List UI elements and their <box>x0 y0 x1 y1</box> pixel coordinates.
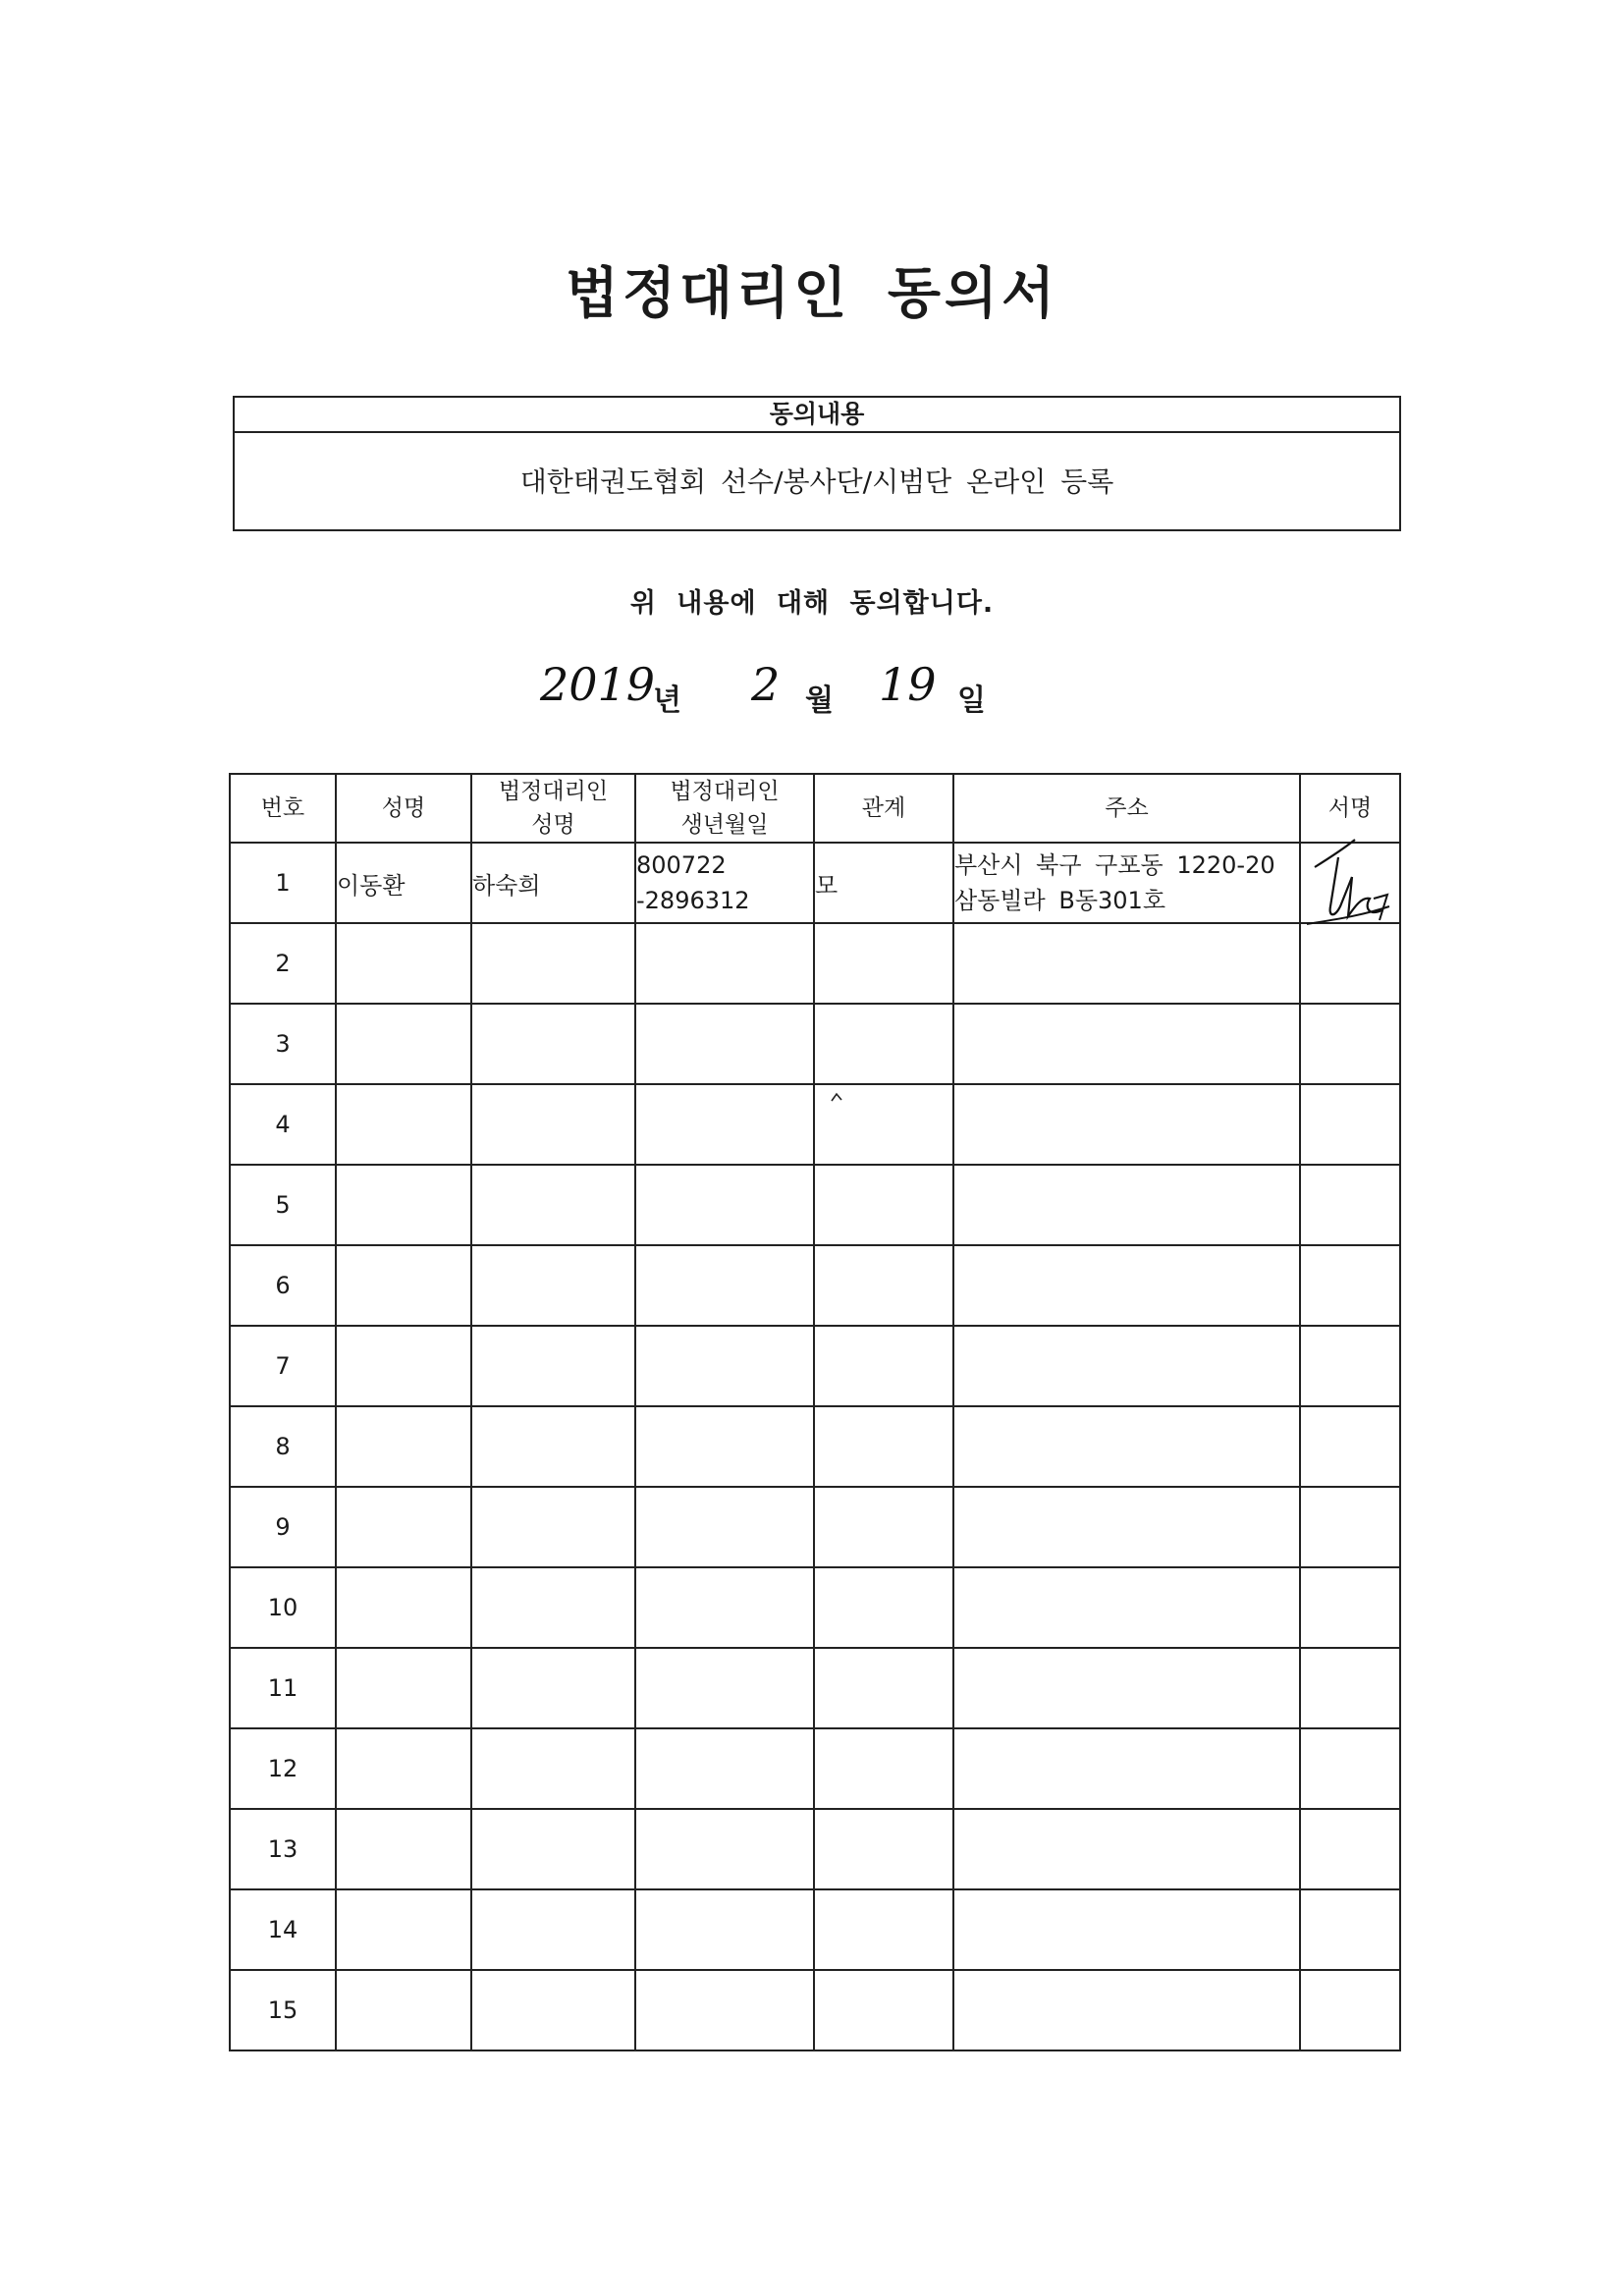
participant-name[interactable] <box>336 1970 471 2050</box>
guardian-name[interactable] <box>471 1487 635 1567</box>
table-row <box>230 1809 1400 1889</box>
guardian-birth[interactable] <box>635 1728 814 1809</box>
address[interactable] <box>953 1326 1300 1406</box>
participant-name[interactable] <box>336 1245 471 1326</box>
table-row <box>230 1406 1400 1487</box>
signature-cell[interactable] <box>1300 1165 1400 1245</box>
address[interactable] <box>953 1567 1300 1648</box>
date-month-handwritten: 2 <box>751 658 781 711</box>
relation[interactable] <box>814 1165 953 1245</box>
relation[interactable] <box>814 1648 953 1728</box>
relation[interactable] <box>814 1567 953 1648</box>
guardian-birth[interactable] <box>635 1165 814 1245</box>
header-guardian-name <box>471 774 635 843</box>
guardian-name[interactable] <box>471 1728 635 1809</box>
address-line1: 부산시 북구 구포동 1220-20 <box>954 851 1275 879</box>
table-row <box>230 923 1400 1004</box>
row-number: 15 <box>230 1970 336 2050</box>
guardian-birth[interactable] <box>635 1326 814 1406</box>
signature-cell[interactable] <box>1300 1567 1400 1648</box>
signature-cell[interactable] <box>1300 1326 1400 1406</box>
relation[interactable] <box>814 1889 953 1970</box>
row-number: 6 <box>230 1245 336 1326</box>
relation[interactable] <box>814 1809 953 1889</box>
document-title: 법정대리인 동의서 <box>565 261 1059 326</box>
guardian-name[interactable] <box>471 1245 635 1326</box>
row-number: 8 <box>230 1406 336 1487</box>
guardian-birth[interactable] <box>635 1567 814 1648</box>
guardian-name[interactable] <box>471 1970 635 2050</box>
handwritten-signature-icon <box>1301 838 1399 936</box>
guardian-name[interactable] <box>471 1004 635 1084</box>
signature-cell[interactable] <box>1300 1245 1400 1326</box>
participant-name[interactable] <box>336 1728 471 1809</box>
participant-name[interactable] <box>336 923 471 1004</box>
table-row <box>230 1487 1400 1567</box>
address-line2: 삼동빌라 B동301호 <box>954 887 1166 914</box>
guardian-birth[interactable] <box>635 923 814 1004</box>
guardian-birth[interactable] <box>635 1004 814 1084</box>
participant-name[interactable] <box>336 1567 471 1648</box>
participant-name: 이동환 <box>336 843 471 923</box>
address[interactable] <box>953 1648 1300 1728</box>
guardian-birth[interactable] <box>635 1406 814 1487</box>
signature-cell[interactable] <box>1300 1970 1400 2050</box>
address[interactable] <box>953 1728 1300 1809</box>
table-row <box>230 1326 1400 1406</box>
address[interactable] <box>953 1406 1300 1487</box>
date-year-handwritten: 2019 <box>540 658 656 711</box>
table-row <box>230 1084 1400 1165</box>
row-number: 5 <box>230 1165 336 1245</box>
date-month-unit: 월 <box>805 683 834 718</box>
guardian-birth[interactable] <box>635 1648 814 1728</box>
address[interactable] <box>953 1809 1300 1889</box>
agreement-statement: 위 내용에 대해 동의합니다. <box>629 588 995 619</box>
header-signature: 서명 <box>1300 774 1400 843</box>
participant-name[interactable] <box>336 1487 471 1567</box>
guardian-birth[interactable] <box>635 1245 814 1326</box>
relation: 모 <box>814 843 953 923</box>
address[interactable] <box>953 1245 1300 1326</box>
header-number: 번호 <box>230 774 336 843</box>
address <box>953 843 1300 923</box>
guardian-birth[interactable] <box>635 1487 814 1567</box>
row-number: 7 <box>230 1326 336 1406</box>
guardian-name: 하숙희 <box>471 843 635 923</box>
header-guardian-birth-line1: 법정대리인 <box>670 779 780 804</box>
address[interactable] <box>953 1970 1300 2050</box>
guardian-birth[interactable] <box>635 1084 814 1165</box>
consent-box <box>233 396 1401 531</box>
table-row <box>230 1567 1400 1648</box>
table-row <box>230 843 1400 923</box>
signature-cell[interactable] <box>1300 1004 1400 1084</box>
signature-cell[interactable] <box>1300 1648 1400 1728</box>
consent-header: 동의내용 <box>235 398 1399 433</box>
guardian-birth <box>635 843 814 923</box>
table-row <box>230 1648 1400 1728</box>
relation[interactable] <box>814 1406 953 1487</box>
address[interactable] <box>953 1165 1300 1245</box>
guardian-birth[interactable] <box>635 1889 814 1970</box>
address[interactable] <box>953 1084 1300 1165</box>
guardian-name[interactable] <box>471 923 635 1004</box>
signature-cell[interactable] <box>1300 1084 1400 1165</box>
header-relation: 관계 <box>814 774 953 843</box>
header-address: 주소 <box>953 774 1300 843</box>
signature-cell[interactable] <box>1300 1487 1400 1567</box>
header-guardian-name-line1: 법정대리인 <box>498 779 609 804</box>
guardian-birth[interactable] <box>635 1970 814 2050</box>
participant-name[interactable] <box>336 1648 471 1728</box>
row-number: 3 <box>230 1004 336 1084</box>
row-number: 12 <box>230 1728 336 1809</box>
guardian-name[interactable] <box>471 1809 635 1889</box>
table-row <box>230 1970 1400 2050</box>
relation[interactable] <box>814 923 953 1004</box>
row-number: 4 <box>230 1084 336 1165</box>
participant-name[interactable] <box>336 1084 471 1165</box>
header-guardian-birth-line2: 생년월일 <box>680 812 769 838</box>
row-number: 11 <box>230 1648 336 1728</box>
guardian-name[interactable] <box>471 1567 635 1648</box>
row-number: 1 <box>230 843 336 923</box>
header-guardian-birth <box>635 774 814 843</box>
date-year-unit: 년 <box>653 683 681 718</box>
stray-pen-mark-icon <box>831 1092 842 1102</box>
table-row <box>230 1728 1400 1809</box>
relation[interactable] <box>814 1487 953 1567</box>
guardian-name[interactable] <box>471 1889 635 1970</box>
address[interactable] <box>953 1487 1300 1567</box>
date-row <box>520 658 1011 737</box>
header-name: 성명 <box>336 774 471 843</box>
signature-cell[interactable] <box>1300 1889 1400 1970</box>
guardian-name[interactable] <box>471 1084 635 1165</box>
participant-name[interactable] <box>336 1326 471 1406</box>
address[interactable] <box>953 1889 1300 1970</box>
guardian-birth-line2: -2896312 <box>636 887 750 914</box>
table-row <box>230 1245 1400 1326</box>
guardian-birth[interactable] <box>635 1809 814 1889</box>
table-row <box>230 1165 1400 1245</box>
header-guardian-name-line2: 성명 <box>531 812 575 838</box>
row-number: 9 <box>230 1487 336 1567</box>
date-day-unit: 일 <box>957 683 986 718</box>
signature-cell[interactable] <box>1300 1406 1400 1487</box>
relation[interactable] <box>814 1004 953 1084</box>
signature-cell[interactable] <box>1300 1728 1400 1809</box>
participant-name[interactable] <box>336 1406 471 1487</box>
guardian-name[interactable] <box>471 1165 635 1245</box>
address[interactable] <box>953 1004 1300 1084</box>
row-number: 10 <box>230 1567 336 1648</box>
row-number: 2 <box>230 923 336 1004</box>
table-row <box>230 1004 1400 1084</box>
participant-name[interactable] <box>336 1889 471 1970</box>
table-row <box>230 1889 1400 1970</box>
relation[interactable] <box>814 1728 953 1809</box>
row-number: 14 <box>230 1889 336 1970</box>
participant-name[interactable] <box>336 1004 471 1084</box>
participant-name[interactable] <box>336 1809 471 1889</box>
consent-content: 대한태권도협회 선수/봉사단/시범단 온라인 등록 <box>519 465 1114 498</box>
participant-name[interactable] <box>336 1165 471 1245</box>
guardian-name[interactable] <box>471 1326 635 1406</box>
table-header-row <box>230 774 1400 843</box>
relation[interactable] <box>814 1326 953 1406</box>
guardian-birth-line1: 800722 <box>636 851 727 879</box>
registration-table <box>229 773 1401 2051</box>
signature-cell[interactable] <box>1300 1809 1400 1889</box>
signature-cell <box>1300 843 1400 923</box>
guardian-name[interactable] <box>471 1406 635 1487</box>
relation[interactable] <box>814 1970 953 2050</box>
relation[interactable] <box>814 1245 953 1326</box>
row-number: 13 <box>230 1809 336 1889</box>
address[interactable] <box>953 923 1300 1004</box>
guardian-name[interactable] <box>471 1648 635 1728</box>
date-day-handwritten: 19 <box>879 658 937 711</box>
